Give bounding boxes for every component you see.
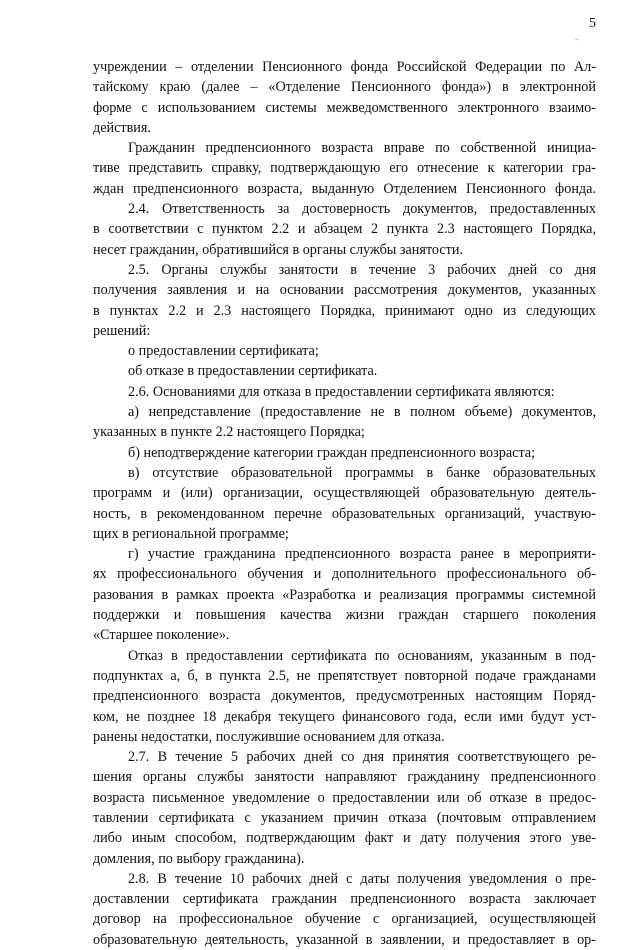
text-line: б) неподтверждение категории граждан предпенсионного возраста; xyxy=(128,444,536,461)
text-line: ждан предпенсионного возраста, выданную Отделением Пенсионного фонда. xyxy=(93,180,596,197)
text-line: программ и (или) организации, осуществляющей образовательную деятель- xyxy=(93,485,596,502)
text-line: в пунктах 2.2 и 2.3 настоящего Порядка, принимают одно из следующих xyxy=(93,302,596,319)
text-line: ях профессионального обучения и дополнительного профессионального об- xyxy=(93,566,596,583)
text-line: решений: xyxy=(93,322,151,339)
page-number: 5 xyxy=(589,16,596,31)
text-line: возраста письменное уведомление о предоставлении или об отказе в предос- xyxy=(93,789,596,806)
text-line: форме с использованием системы межведомственного электронного взаимо- xyxy=(93,99,596,116)
text-line: в соответствии с пунктом 2.2 и абзацем 2 пункта 2.3 настоящего Порядка, xyxy=(93,221,596,238)
text-line: либо иным способом, подтверждающим факт и дату получения этого уве- xyxy=(93,830,596,847)
text-line: указанных в пункте 2.2 настоящего Порядка; xyxy=(93,424,365,441)
text-line: о предоставлении сертификата; xyxy=(128,343,319,360)
text-line: Отказ в предоставлении сертификата по основаниям, указанным в под- xyxy=(128,647,596,664)
text-line: получения заявления и на основании рассмотрения документов, указанных xyxy=(93,282,596,299)
scan-mark: - xyxy=(575,34,578,44)
text-line: 2.7. В течение 5 рабочих дней со дня принятия соответствующего ре- xyxy=(128,749,596,766)
text-line: образовательную деятельность, указанной в заявлении, и предоставляет в ор- xyxy=(93,931,596,948)
text-line: а) непредставление (предоставление не в полном объеме) документов, xyxy=(128,404,596,421)
body-text xyxy=(93,57,596,950)
text-line: г) участие гражданина предпенсионного возраста ранее в мероприяти- xyxy=(128,546,596,563)
text-line: шения органы службы занятости направляют гражданину предпенсионного xyxy=(93,769,596,786)
text-line: об отказе в предоставлении сертификата. xyxy=(128,363,378,380)
text-line: домления, по выбору гражданина). xyxy=(93,850,305,867)
text-line: 2.8. В течение 10 рабочих дней с даты получения уведомления о пре- xyxy=(128,870,596,887)
text-line: поддержки и повышения качества жизни граждан старшего поколения xyxy=(93,607,596,624)
text-line: учреждении – отделении Пенсионного фонда Российской Федерации по Ал- xyxy=(93,59,596,75)
text-line: 2.5. Органы службы занятости в течение 3 рабочих дней со дня xyxy=(128,261,596,278)
text-line: «Старшее поколение». xyxy=(93,627,230,644)
text-line: подпунктах а, б, в пункта 2.5, не препятствует повторной подаче гражданами xyxy=(93,667,596,684)
text-line: щих в региональной программе; xyxy=(93,525,289,542)
text-line: предпенсионного возраста документов, предусмотренных настоящим Поряд- xyxy=(93,688,596,705)
text-line: 2.6. Основаниями для отказа в предоставлении сертификата являются: xyxy=(128,383,555,400)
text-line: тайскому краю (далее – «Отделение Пенсионного фонда») в электронной xyxy=(93,79,596,96)
text-line: 2.4. Ответственность за достоверность документов, предоставленных xyxy=(128,201,596,218)
text-line: ность, в рекомендованном перечне образовательных организаций, участвую- xyxy=(93,505,596,522)
text-line: ком, не позднее 18 декабря текущего финансового года, если ими будут уст- xyxy=(93,708,596,725)
text-line: Гражданин предпенсионного возраста вправе по собственной инициа- xyxy=(128,140,596,157)
text-line: несет гражданин, обратившийся в органы службы занятости. xyxy=(93,241,463,258)
text-line: доставлении сертификата гражданин предпенсионного возраста заключает xyxy=(93,891,596,908)
text-line: ранены недостатки, послужившие основанием для отказа. xyxy=(93,728,445,745)
text-line: в) отсутствие образовательной программы в банке образовательных xyxy=(128,464,596,481)
text-line: действия. xyxy=(93,119,151,136)
text-line: договор на профессиональное обучение с организацией, осуществляющей xyxy=(93,911,596,928)
text-line: разования в рамках проекта «Разработка и реализация программы системной xyxy=(93,586,596,603)
text-line: тавлении сертификата с указанием причин отказа (почтовым отправлением xyxy=(93,809,596,826)
text-line: тиве представить справку, подтверждающую его отнесение к категории гра- xyxy=(93,160,596,177)
